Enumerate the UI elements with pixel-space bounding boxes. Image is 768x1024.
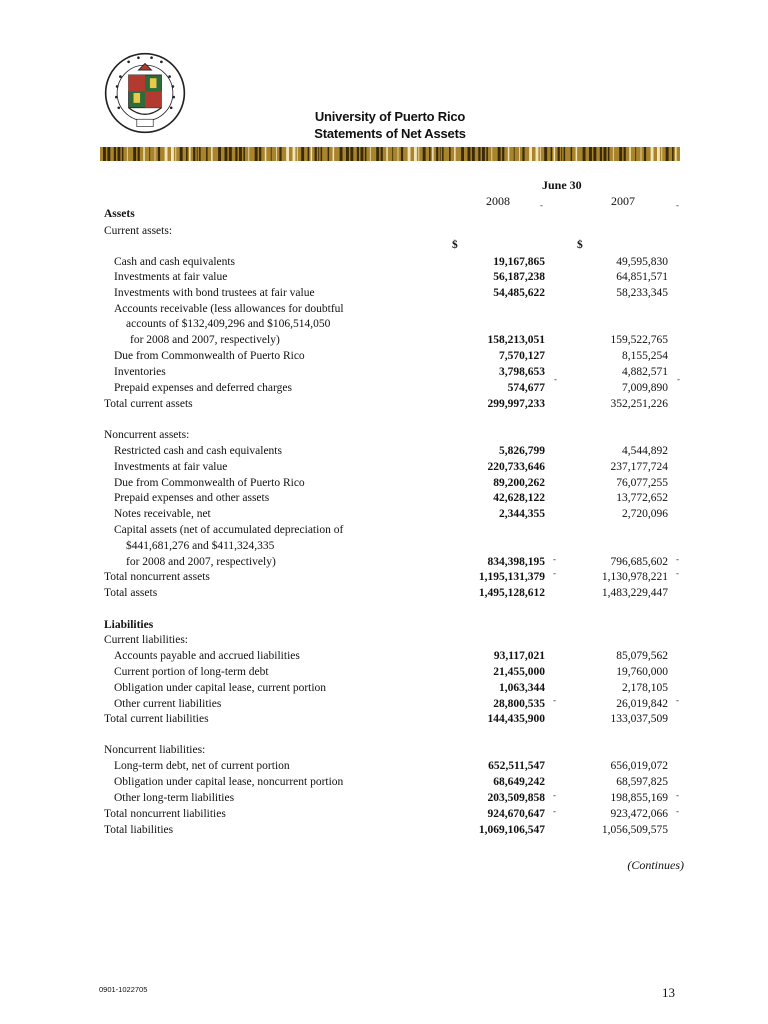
value-2007: 133,037,509 [610, 713, 668, 725]
row-label: Total noncurrent liabilities [104, 808, 226, 820]
value-2008: 28,800,535 [493, 698, 545, 710]
document-code: 0901-1022705 [99, 985, 148, 994]
row-label: Obligation under capital lease, current portion [114, 682, 327, 694]
table-row [0, 366, 768, 382]
row-label: Other current liabilities [114, 698, 222, 710]
currency-symbol-2008: $ [452, 239, 458, 251]
value-2007: 4,882,571 [622, 366, 668, 378]
value-2007: 19,760,000 [616, 666, 668, 678]
table-row [0, 382, 768, 398]
table-row [0, 650, 768, 666]
tick-mark: - [676, 568, 679, 578]
tick-mark: - [553, 806, 556, 816]
table-row [0, 508, 768, 524]
row-label: Obligation under capital lease, noncurrent portion [114, 776, 344, 788]
value-2008: 56,187,238 [493, 271, 545, 283]
table-row [0, 713, 768, 729]
value-2008: 19,167,865 [493, 256, 545, 268]
value-2007: 58,233,345 [616, 287, 668, 299]
period-header: June 30 [542, 178, 582, 192]
table-row [0, 634, 768, 650]
table-row [0, 256, 768, 272]
table-row [0, 445, 768, 461]
value-2007: 1,130,978,221 [601, 571, 668, 583]
value-2008: 5,826,799 [499, 445, 545, 457]
value-2008: 574,677 [507, 382, 545, 394]
value-2007: 923,472,066 [610, 808, 668, 820]
tick-mark: - [677, 374, 680, 384]
value-2007: 13,772,652 [616, 492, 668, 504]
tick-mark: - [540, 200, 543, 210]
value-2007: 237,177,724 [610, 461, 668, 473]
value-2008: 1,195,131,379 [478, 571, 545, 583]
row-label: Due from Commonwealth of Puerto Rico [114, 477, 305, 489]
value-2008: 203,509,858 [487, 792, 545, 804]
value-2007: 1,483,229,447 [601, 587, 668, 599]
table-row [0, 477, 768, 493]
year-2008-header: 2008 [486, 194, 510, 208]
table-row [0, 619, 768, 635]
value-2007: 85,079,562 [616, 650, 668, 662]
row-label: Noncurrent assets: [104, 429, 190, 441]
tick-mark: - [676, 554, 679, 564]
value-2007: 159,522,765 [610, 334, 668, 346]
table-row [0, 461, 768, 477]
row-label: Investments at fair value [114, 461, 228, 473]
row-label: accounts of $132,409,296 and $106,514,050 [126, 318, 331, 330]
tick-mark: - [554, 374, 557, 384]
value-2008: 54,485,622 [493, 287, 545, 299]
value-2008: 220,733,646 [487, 461, 545, 473]
row-label: Notes receivable, net [114, 508, 211, 520]
row-label: Assets [104, 208, 135, 220]
row-label: Restricted cash and cash equivalents [114, 445, 282, 457]
table-row [0, 492, 768, 508]
row-label: Accounts payable and accrued liabilities [114, 650, 300, 662]
row-label: Cash and cash equivalents [114, 256, 236, 268]
table-row [0, 760, 768, 776]
value-2007: 2,720,096 [622, 508, 668, 520]
row-label: for 2008 and 2007, respectively) [130, 334, 280, 346]
tick-mark: - [553, 695, 556, 705]
row-label: Total assets [104, 587, 158, 599]
value-2008: 144,435,900 [487, 713, 545, 725]
value-2008: 652,511,547 [488, 760, 545, 772]
tick-mark: - [553, 568, 556, 578]
value-2008: 924,670,647 [487, 808, 545, 820]
row-label: Investments at fair value [114, 271, 228, 283]
row-label: Other long-term liabilities [114, 792, 235, 804]
row-label: Total current liabilities [104, 713, 209, 725]
value-2007: 656,019,072 [610, 760, 668, 772]
value-2007: 352,251,226 [610, 398, 668, 410]
value-2008: 7,570,127 [499, 350, 545, 362]
row-label: Total noncurrent assets [104, 571, 210, 583]
table-row [0, 540, 768, 556]
table-row [0, 350, 768, 366]
row-label: for 2008 and 2007, respectively) [126, 556, 276, 568]
table-row [0, 556, 768, 572]
row-label: Total current assets [104, 398, 193, 410]
table-row [0, 271, 768, 287]
tick-mark: - [676, 806, 679, 816]
table-row [0, 571, 768, 587]
value-2008: 299,997,233 [487, 398, 545, 410]
value-2007: 2,178,105 [622, 682, 668, 694]
table-row [0, 287, 768, 303]
value-2007: 76,077,255 [616, 477, 668, 489]
report-subtitle: Statements of Net Assets [314, 126, 466, 141]
value-2007: 796,685,602 [610, 556, 668, 568]
value-2007: 8,155,254 [622, 350, 668, 362]
table-row [0, 824, 768, 840]
row-label: Prepaid expenses and deferred charges [114, 382, 292, 394]
row-label: Current portion of long-term debt [114, 666, 269, 678]
table-row [0, 808, 768, 824]
tick-mark: - [676, 790, 679, 800]
table-row [0, 524, 768, 540]
table-row [0, 698, 768, 714]
value-2008: 89,200,262 [493, 477, 545, 489]
value-2008: 158,213,051 [487, 334, 545, 346]
table-row [0, 587, 768, 603]
report-title: University of Puerto Rico [314, 109, 466, 124]
value-2007: 26,019,842 [616, 698, 668, 710]
tick-mark: - [553, 554, 556, 564]
value-2008: 21,455,000 [493, 666, 545, 678]
tick-mark: - [676, 200, 679, 210]
page-number: 13 [662, 985, 675, 1000]
row-label: Current liabilities: [104, 634, 188, 646]
table-row [0, 792, 768, 808]
row-label: $441,681,276 and $411,324,335 [126, 540, 275, 552]
value-2007: 49,595,830 [616, 256, 668, 268]
table-row [0, 744, 768, 760]
row-label: Inventories [114, 366, 166, 378]
value-2007: 1,056,509,575 [601, 824, 668, 836]
value-2007: 198,855,169 [610, 792, 668, 804]
row-label: Capital assets (net of accumulated depreciation of [114, 524, 344, 536]
row-label: Total liabilities [104, 824, 174, 836]
row-label: Liabilities [104, 619, 154, 631]
value-2008: 93,117,021 [493, 650, 545, 662]
value-2008: 68,649,242 [493, 776, 545, 788]
value-2007: 68,597,825 [616, 776, 668, 788]
table-row [0, 334, 768, 350]
value-2008: 1,495,128,612 [478, 587, 545, 599]
value-2007: 64,851,571 [616, 271, 668, 283]
value-2007: 4,544,892 [622, 445, 668, 457]
continues-note: (Continues) [627, 858, 684, 872]
value-2008: 1,063,344 [499, 682, 545, 694]
row-label: Investments with bond trustees at fair value [114, 287, 315, 299]
table-row [0, 208, 768, 224]
tick-mark: - [553, 790, 556, 800]
table-row [0, 666, 768, 682]
value-2008: 2,344,355 [499, 508, 545, 520]
table-row [0, 318, 768, 334]
value-2008: 1,069,106,547 [478, 824, 545, 836]
row-label: Noncurrent liabilities: [104, 744, 206, 756]
value-2007: 7,009,890 [622, 382, 668, 394]
row-label: Due from Commonwealth of Puerto Rico [114, 350, 305, 362]
row-label: Accounts receivable (less allowances for doubtful [114, 303, 344, 315]
row-label: Prepaid expenses and other assets [114, 492, 270, 504]
table-row [0, 429, 768, 445]
table-row [0, 398, 768, 414]
value-2008: 3,798,653 [499, 366, 545, 378]
row-label: Current assets: [104, 225, 173, 237]
table-row [0, 776, 768, 792]
table-row [0, 682, 768, 698]
year-2007-header: 2007 [611, 194, 635, 208]
value-2008: 834,398,195 [487, 556, 545, 568]
value-2008: 42,628,122 [493, 492, 545, 504]
table-row [0, 225, 768, 241]
row-label: Long-term debt, net of current portion [114, 760, 290, 772]
table-row [0, 303, 768, 319]
tick-mark: - [676, 695, 679, 705]
currency-symbol-2007: $ [577, 239, 583, 251]
